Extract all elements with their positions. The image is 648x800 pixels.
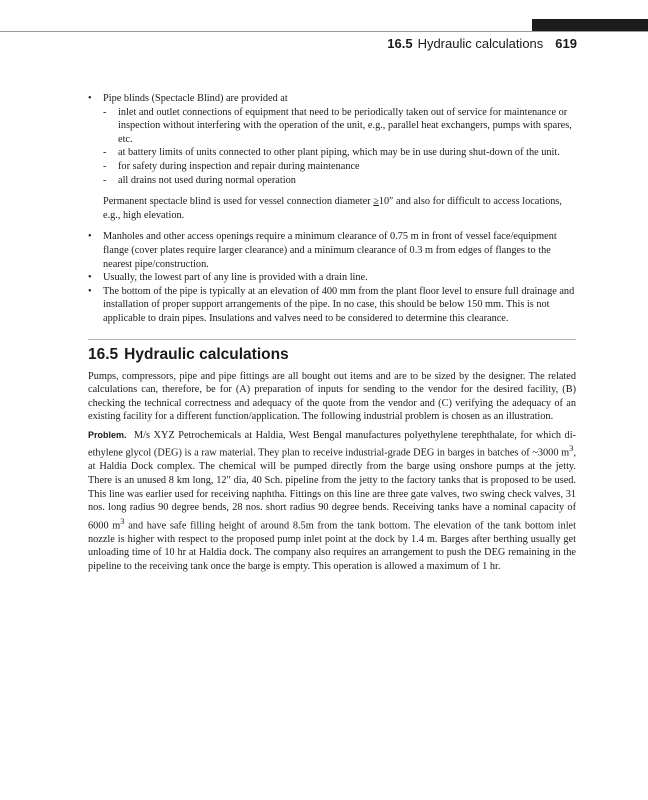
bullet-manholes: • Manholes and other access openings require a minimum clearance of 0.75 m in front of vessel face/equipment flange (cover plates require larger clearance) and a minimum clearance of 0.3 m from edges of flanges to the nearest pipe/construction. — [88, 230, 576, 271]
problem-superscript-1: 3 — [569, 443, 574, 454]
note-text: Permanent spectacle blind is used for vessel connection diameter — [103, 196, 374, 208]
problem-paragraph — [88, 429, 576, 574]
section-heading — [88, 346, 576, 364]
problem-text-1: M/s XYZ Petrochemicals at Haldia, West Bengal manufactures polyethylene terephthalate, for which di-ethylene glycol (DEG) is a raw material. They plan to receive industrial-grade DEG in barges in batches of — [88, 429, 576, 459]
page-body — [88, 92, 576, 574]
sub-item: - for safety during inspection and repair during maintenance — [103, 160, 576, 174]
section-rule — [88, 339, 576, 340]
problem-text-2: , at Haldia Dock complex. The chemical will be pumped directly from the barge using onshore pumps at the jetty. There is an unused 8 km long, 12″ dia, 40 Sch. pipeline from the jetty to the factory tanks that is proposed to be used. This line was earlier used for receiving naphtha. Fittings on this line are three gate valves, two swing check valves, 31 nos. long radius 90 degree bends, 28 nos. short radius 90 degree bends. Receiving tanks have a nominal capacity of — [88, 447, 577, 514]
sub-item: - inlet and outlet connections of equipment that need to be periodically taken out of service for maintenance or inspection without interfering with the operation of the unit, e.g., parallel heat exchangers, pumps with spares, etc. — [103, 106, 576, 147]
note-size: 10″ — [378, 196, 394, 208]
note-geq-symbol: ≥ — [373, 196, 379, 208]
note-text-after: and also for difficult to access locations, e.g., high elevation. — [103, 196, 562, 221]
running-head — [387, 36, 577, 51]
header-rule — [0, 31, 648, 32]
section-heading-title: Hydraulic calculations — [124, 345, 289, 363]
sub-item: - at battery limits of units connected to other plant piping, which may be in use during shut-down of the unit. — [103, 146, 576, 160]
bullet-drain-line: • Usually, the lowest part of any line is provided with a drain line. — [88, 271, 576, 285]
sub-item: - all drains not used during normal operation — [103, 174, 576, 188]
section-heading-number: 16.5 — [88, 345, 119, 363]
problem-approx-volume: ~3000 m — [532, 447, 570, 459]
page-number: 619 — [555, 36, 577, 51]
problem-superscript-2: 3 — [120, 515, 125, 526]
running-head-section-title: Hydraulic calculations — [417, 36, 544, 51]
bullet-pipe-blinds — [88, 92, 576, 187]
section-intro: Pumps, compressors, pipe and pipe fittings are all bought out items and are to be sized by the designer. The related calculations can, therefore, be for (A) preparation of inputs for sending to the vendor for the desired facility, (B) checking the technical correctness and adequacy of the quote from the vendor and (C) verifying the adequacy of an existing facility for a different function/application. The following industrial problem is chosen as an illustration. — [88, 370, 576, 423]
spectacle-blind-note — [103, 195, 576, 222]
sub-list-blinds — [103, 106, 576, 188]
bullet-pipe-blinds-lead: Pipe blinds (Spectacle Blind) are provided at — [103, 93, 288, 104]
problem-text-3: and have safe filling height of around 8.5m from the tank bottom. The elevation of the tank bottom inlet nozzle is higher with respect to the proposed pump inlet point at the dock by 1.4 m. Barges after berthing usually get unloading time of 10 hr at Haldia dock. The company also requires an arrangement to push the DEG remaining in the pipeline to the receiving tank once the barge is empty. This operation is allowed a maximum of 1 hr. — [88, 520, 576, 573]
running-head-section-number: 16.5 — [387, 36, 413, 51]
bullet-list-clearances — [88, 230, 576, 325]
bullet-list-blinds — [88, 92, 576, 187]
problem-tank-capacity: 6000 m — [88, 520, 121, 532]
problem-label: Problem. — [88, 429, 127, 440]
header-bar — [532, 19, 648, 31]
bullet-pipe-bottom: • The bottom of the pipe is typically at an elevation of 400 mm from the plant floor level to ensure full drainage and installation of proper support arrangements of the pipe. In no case, this should be below 150 mm. This is not applicable to drain pipes. Insulations and valves need to be considered to determine this clearance. — [88, 285, 576, 326]
